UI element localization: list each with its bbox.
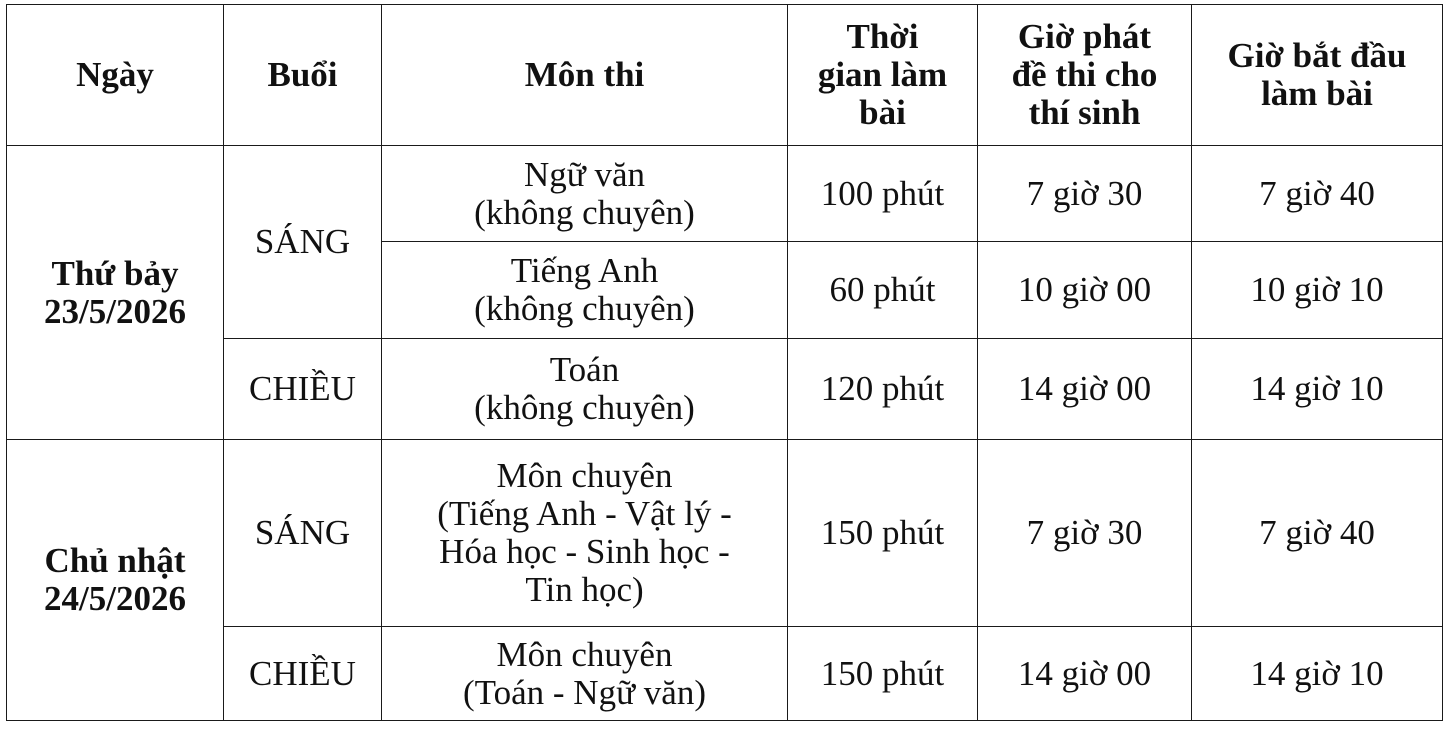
duration-cell: 120 phút bbox=[788, 339, 978, 440]
duration-cell: 150 phút bbox=[788, 627, 978, 721]
header-session: Buổi bbox=[224, 5, 382, 146]
day-cell: Chủ nhật 24/5/2026 bbox=[7, 440, 224, 721]
paper-time-cell: 10 giờ 00 bbox=[978, 242, 1192, 339]
paper-time-cell: 7 giờ 30 bbox=[978, 146, 1192, 242]
start-time-cell: 10 giờ 10 bbox=[1192, 242, 1443, 339]
session-cell: CHIỀU bbox=[224, 627, 382, 721]
start-time-cell: 14 giờ 10 bbox=[1192, 339, 1443, 440]
subject-cell: Môn chuyên (Toán - Ngữ văn) bbox=[382, 627, 788, 721]
header-row bbox=[7, 5, 1443, 146]
header-day: Ngày bbox=[7, 5, 224, 146]
header-start-time: Giờ bắt đầu làm bài bbox=[1192, 5, 1443, 146]
header-duration: Thời gian làm bài bbox=[788, 5, 978, 146]
duration-cell: 100 phút bbox=[788, 146, 978, 242]
header-subject: Môn thi bbox=[382, 5, 788, 146]
subject-cell: Toán (không chuyên) bbox=[382, 339, 788, 440]
day-cell: Thứ bảy 23/5/2026 bbox=[7, 146, 224, 440]
duration-cell: 60 phút bbox=[788, 242, 978, 339]
table-row bbox=[7, 146, 1443, 242]
table-row bbox=[7, 440, 1443, 627]
session-cell: SÁNG bbox=[224, 440, 382, 627]
duration-cell: 150 phút bbox=[788, 440, 978, 627]
exam-schedule bbox=[6, 4, 1442, 721]
session-cell: CHIỀU bbox=[224, 339, 382, 440]
exam-schedule-table bbox=[6, 4, 1443, 721]
start-time-cell: 7 giờ 40 bbox=[1192, 440, 1443, 627]
subject-cell: Môn chuyên (Tiếng Anh - Vật lý - Hóa học - Sinh học - Tin học) bbox=[382, 440, 788, 627]
subject-cell: Ngữ văn (không chuyên) bbox=[382, 146, 788, 242]
session-cell: SÁNG bbox=[224, 146, 382, 339]
paper-time-cell: 7 giờ 30 bbox=[978, 440, 1192, 627]
paper-time-cell: 14 giờ 00 bbox=[978, 339, 1192, 440]
header-paper-time: Giờ phát đề thi cho thí sinh bbox=[978, 5, 1192, 146]
start-time-cell: 14 giờ 10 bbox=[1192, 627, 1443, 721]
subject-cell: Tiếng Anh (không chuyên) bbox=[382, 242, 788, 339]
paper-time-cell: 14 giờ 00 bbox=[978, 627, 1192, 721]
start-time-cell: 7 giờ 40 bbox=[1192, 146, 1443, 242]
